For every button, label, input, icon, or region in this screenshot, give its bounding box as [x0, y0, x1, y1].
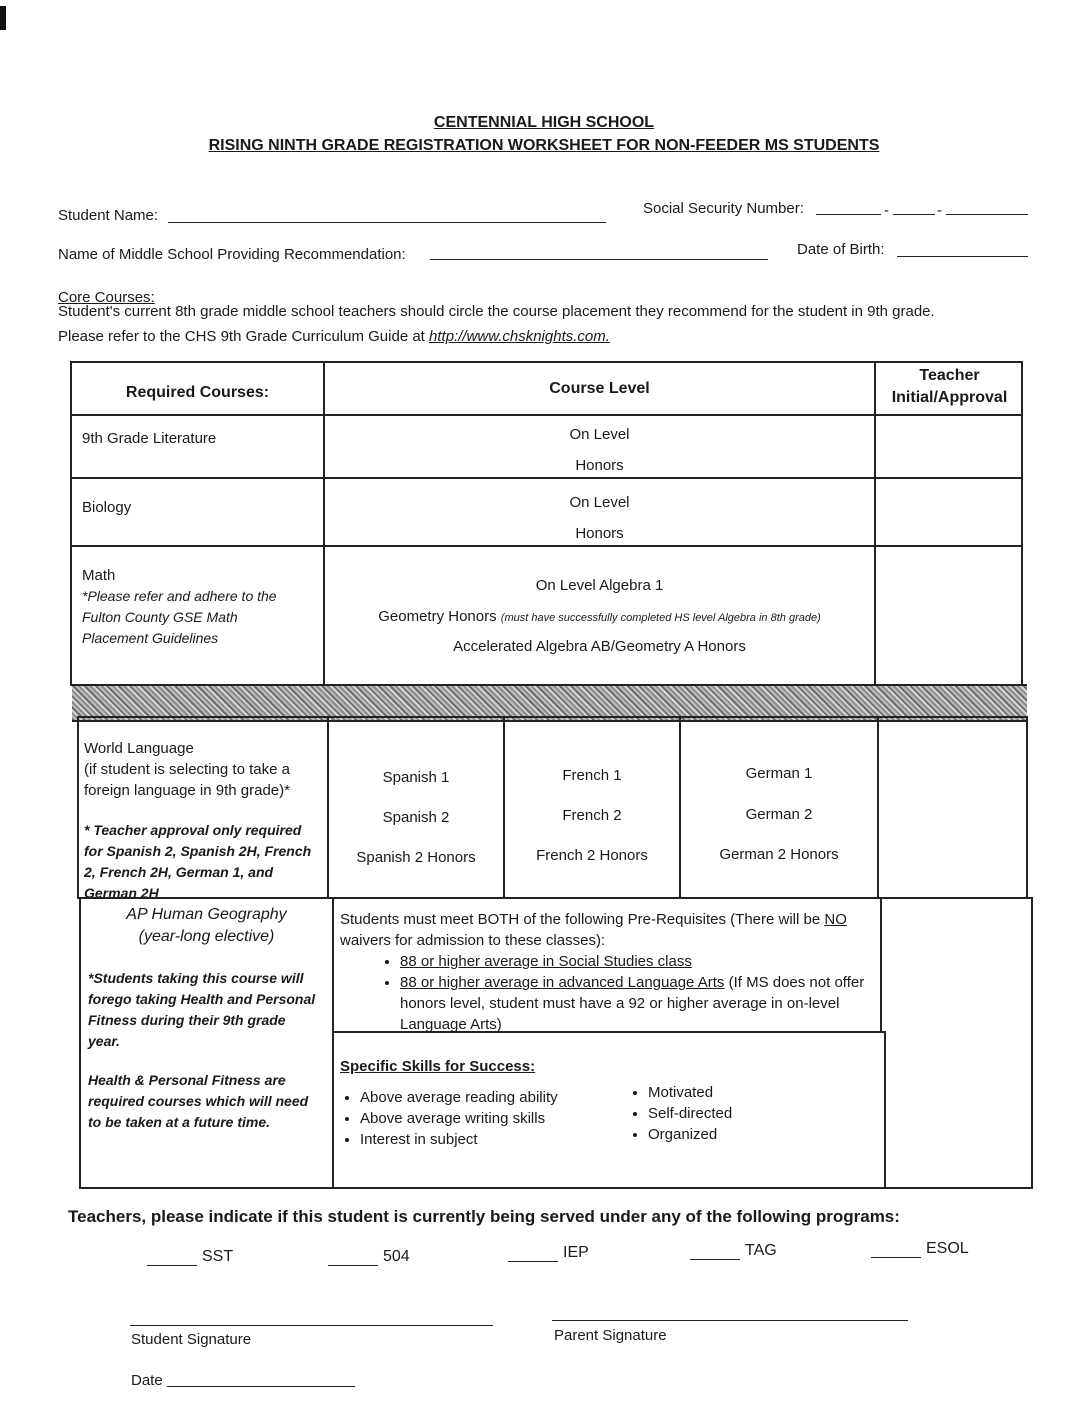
- aphg-note-health: *Students taking this course will forego taking Health and Personal Fitness during their 9th grade year.: [88, 970, 316, 1049]
- prereq-social-studies: [400, 951, 874, 972]
- core-courses-heading: Core Courses:: [58, 289, 155, 306]
- lit-on-level[interactable]: On Level: [569, 426, 630, 443]
- aphg-divider-3: [884, 1031, 886, 1189]
- world-language-desc: (if student is selecting to take a foreign language in 9th grade)*: [84, 761, 290, 799]
- bio-honors[interactable]: Honors: [575, 525, 624, 542]
- program-tag-blank[interactable]: [690, 1259, 740, 1260]
- french-2-honors[interactable]: French 2 Honors: [536, 847, 648, 864]
- skill-motivated: • Motivated: [648, 1082, 818, 1103]
- row-line-bio: [70, 545, 1023, 547]
- parent-signature-line[interactable]: [552, 1320, 908, 1321]
- lang-divider-4: [877, 716, 879, 899]
- math-algebra-1[interactable]: On Level Algebra 1: [535, 577, 664, 594]
- aphg-divider-2: [880, 897, 882, 1033]
- program-iep-blank[interactable]: [508, 1261, 558, 1262]
- date-field[interactable]: [167, 1386, 355, 1387]
- aphg-prereq-list: [380, 951, 874, 1035]
- prereq-language-arts-rest: (If MS does not offer honors level, student must have a 92 or higher average in on-level Language Arts): [400, 974, 865, 1033]
- program-esol-blank[interactable]: [871, 1257, 921, 1258]
- program-504-blank[interactable]: [328, 1265, 378, 1266]
- aphg-name: AP Human Geography: [126, 906, 287, 923]
- prereq-language-arts: [400, 972, 874, 1035]
- spanish-2[interactable]: Spanish 2: [382, 809, 450, 826]
- aphg-divider-1: [332, 897, 334, 1189]
- german-1[interactable]: German 1: [745, 765, 813, 782]
- student-name-field[interactable]: [168, 222, 606, 223]
- col-header-teacher-line1: Teacher: [919, 367, 980, 384]
- scan-mark: [0, 6, 6, 30]
- math-geometry-honors[interactable]: [325, 608, 874, 625]
- lang-divider-1: [327, 716, 329, 899]
- student-name-label: Student Name:: [58, 207, 159, 224]
- prereq-intro-a: Students must meet BOTH of the following Pre-Requisites (There will be: [340, 911, 825, 928]
- skills-heading: Specific Skills for Success:: [340, 1058, 536, 1075]
- row-line-lit: [70, 477, 1023, 479]
- dob-field[interactable]: [897, 256, 1028, 257]
- course-biology: Biology: [82, 499, 132, 516]
- table-divider-2: [874, 361, 876, 686]
- date-label: Date: [131, 1372, 163, 1389]
- col-header-level: Course Level: [549, 380, 650, 397]
- curriculum-guide-line: [58, 328, 610, 345]
- col-header-teacher: [876, 365, 1023, 409]
- course-literature: 9th Grade Literature: [82, 430, 217, 447]
- ms-name-label: Name of Middle School Providing Recommendation:: [58, 246, 406, 263]
- skill-reading: • Above average reading ability: [360, 1087, 608, 1108]
- course-world-language: World Language: [84, 740, 194, 757]
- program-504: 504: [383, 1248, 410, 1265]
- curriculum-guide-text: Please refer to the CHS 9th Grade Curriculum Guide at: [58, 328, 430, 345]
- skill-organized: • Organized: [648, 1124, 818, 1145]
- dob-label: Date of Birth:: [797, 241, 885, 258]
- program-iep: IEP: [563, 1244, 589, 1261]
- french-2[interactable]: French 2: [562, 807, 622, 824]
- world-language-note: * Teacher approval only required for Spanish 2, Spanish 2H, French 2, French 2H, German 1, and German 2H: [84, 822, 312, 901]
- skills-right-list: [618, 1082, 818, 1145]
- prereq-intro-b: waivers for admission to these classes):: [340, 932, 606, 949]
- student-signature-label: Student Signature: [131, 1331, 252, 1348]
- program-esol: ESOL: [926, 1240, 969, 1257]
- math-accelerated[interactable]: Accelerated Algebra AB/Geometry A Honors: [453, 638, 746, 655]
- ssn-field-1[interactable]: [816, 214, 881, 215]
- skill-writing: • Above average writing skills: [360, 1108, 608, 1129]
- col-header-teacher-line2: Initial/Approval: [891, 389, 1008, 406]
- german-2-honors[interactable]: German 2 Honors: [719, 846, 839, 863]
- prereq-language-arts-u: 88 or higher average in advanced Language Arts: [400, 974, 725, 991]
- student-signature-line[interactable]: [130, 1325, 493, 1326]
- math-geometry-honors-label: Geometry Honors: [378, 608, 497, 625]
- course-math: Math: [82, 567, 116, 584]
- school-name: CENTENNIAL HIGH SCHOOL: [433, 114, 655, 131]
- core-instructions: Student's current 8th grade middle school teachers should circle the course placement they recommend for the student in 9th grade.: [58, 303, 935, 320]
- ssn-label: Social Security Number:: [643, 200, 804, 217]
- prereq-social-studies-text: 88 or higher average in Social Studies class: [400, 953, 692, 970]
- skills-left-list: [338, 1087, 608, 1150]
- bio-on-level[interactable]: On Level: [569, 494, 630, 511]
- math-geometry-note: (must have successfully completed HS level Algebra in 8th grade): [500, 612, 821, 624]
- aphg-prereq-intro: [340, 909, 870, 951]
- skill-self-directed: • Self-directed: [648, 1103, 818, 1124]
- spanish-2-honors[interactable]: Spanish 2 Honors: [356, 849, 476, 866]
- prereq-no: NO: [824, 911, 847, 928]
- ssn-field-3[interactable]: [946, 214, 1028, 215]
- french-1[interactable]: French 1: [562, 767, 622, 784]
- aphg-note-future: Health & Personal Fitness are required courses which will need to be taken at a future time.: [88, 1072, 309, 1130]
- ssn-dash-2: -: [937, 202, 942, 219]
- skill-interest: • Interest in subject: [360, 1129, 608, 1150]
- aphg-title: [81, 904, 332, 948]
- row-line-header: [70, 414, 1023, 416]
- programs-heading: Teachers, please indicate if this student is currently being served under any of the following programs:: [68, 1207, 900, 1226]
- parent-signature-label: Parent Signature: [554, 1327, 667, 1344]
- worksheet-title: RISING NINTH GRADE REGISTRATION WORKSHEET FOR NON-FEEDER MS STUDENTS: [208, 137, 880, 154]
- ssn-field-2[interactable]: [893, 214, 935, 215]
- program-sst: SST: [202, 1248, 234, 1265]
- aphg-sub: (year-long elective): [138, 928, 275, 945]
- curriculum-guide-link[interactable]: http://www.chsknights.com.: [429, 328, 610, 345]
- program-tag: TAG: [745, 1242, 777, 1259]
- col-header-required: Required Courses:: [125, 384, 270, 401]
- lit-honors[interactable]: Honors: [575, 457, 624, 474]
- program-sst-blank[interactable]: [147, 1265, 197, 1266]
- ssn-dash-1: -: [884, 202, 889, 219]
- spanish-1[interactable]: Spanish 1: [382, 769, 450, 786]
- math-placement-note: *Please refer and adhere to the Fulton County GSE Math Placement Guidelines: [82, 588, 277, 646]
- ms-name-field[interactable]: [430, 259, 768, 260]
- german-2[interactable]: German 2: [745, 806, 813, 823]
